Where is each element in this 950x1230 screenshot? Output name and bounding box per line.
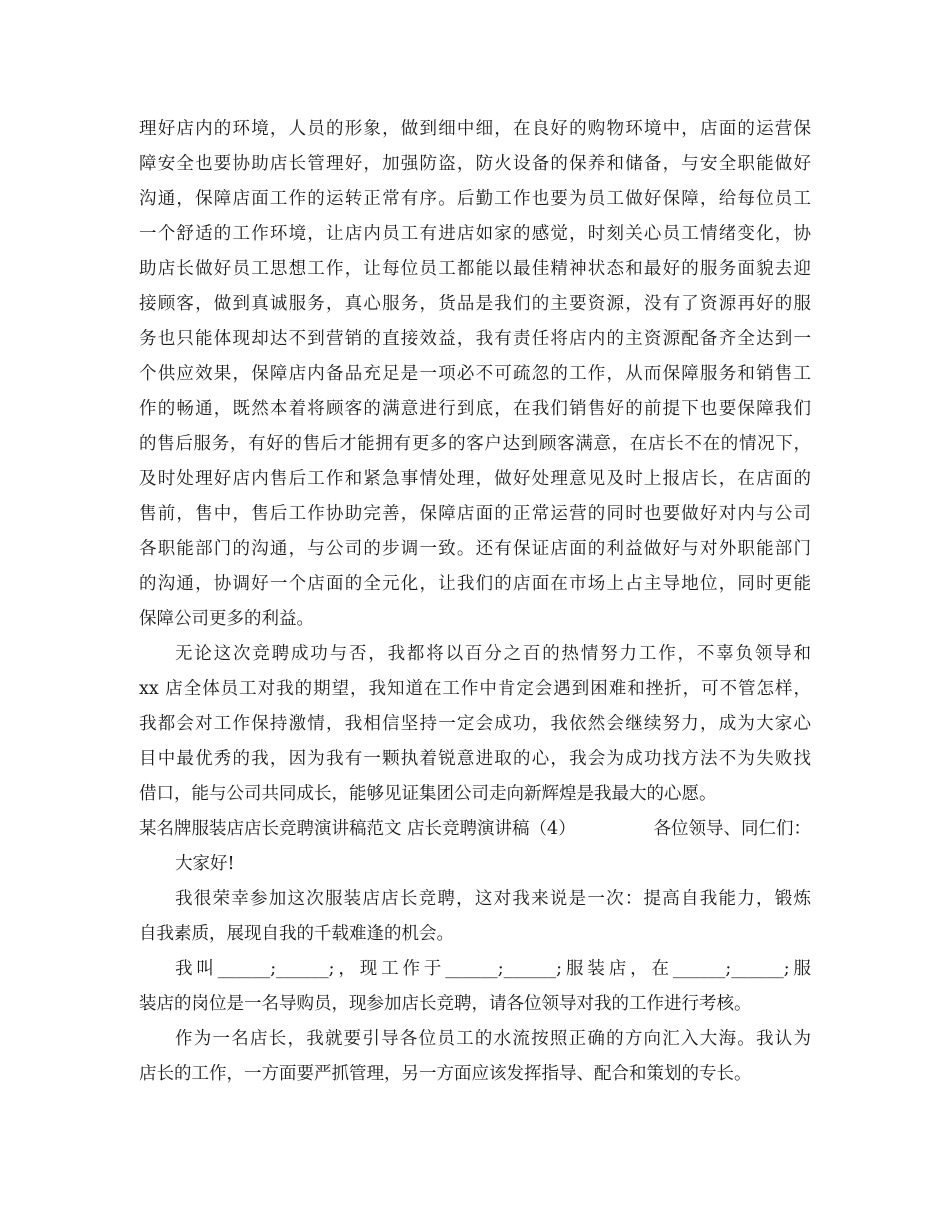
document-page [139,112,811,1092]
text-line: 保障公司更多的利益。 [139,609,314,629]
paragraph-introduction [139,952,811,1022]
paragraph-commitment [139,637,811,812]
text-line: 接顾客，做到真诚服务，真心服务，货品是我们的主要资源，没有了资源再好的服 [139,294,811,314]
text-line: 我都会对工作保持激情，我相信坚持一定会成功，我依然会继续努力，成为大家心 [139,714,811,734]
paragraph-honor [139,882,811,952]
text-line: 作为一名店长，我就要引导各位员工的水流按照正确的方向汇入大海。我认为 [175,1029,811,1049]
text-line: 各职能部门的沟通，与公司的步调一致。还有保证店面的利益做好与对外职能部门 [139,539,811,559]
text-line: xx 店全体员工对我的期望，我知道在工作中肯定会遇到困难和挫折，可不管怎样， [139,679,811,699]
text-line: 的售后服务，有好的售后才能拥有更多的客户达到顾客满意，在店长不在的情况下， [139,434,811,454]
text-line: 售前，售中，售后工作协助完善，保障店面的正常运营的同时也要做好对内与公司 [139,504,811,524]
text-line: 及时处理好店内售后工作和紧急事情处理，做好处理意见及时上报店长，在店面的 [139,469,811,489]
text-line: 理好店内的环境，人员的形象，做到细中细，在良好的购物环境中，店面的运营保 [139,119,811,139]
heading-salutation: 各位领导、同仁们： [653,819,811,839]
text-line: 装店的岗位是一名导购员，现参加店长竞聘，请各位领导对我的工作进行考核。 [139,994,752,1014]
heading-title: 某名牌服装店店长竞聘演讲稿范文 店长竞聘演讲稿（4） [139,819,576,839]
section-heading [139,812,811,847]
text-line: 作的畅通，既然本着将顾客的满意进行到底，在我们销售好的前提下也要保障我们 [139,399,811,419]
text-line: 自我素质，展现自我的千载难逢的机会。 [139,924,454,944]
text-line: 个供应效果，保障店内备品充足是一项必不可疏忽的工作，从而保障服务和销售工 [139,364,811,384]
text-line: 店长的工作，一方面要严抓管理，另一方面应该发挥指导、配合和策划的专长。 [139,1064,752,1084]
text-line: 助店长做好员工思想工作，让每位员工都能以最佳精神状态和最好的服务面貌去迎 [139,259,811,279]
text-line: 一个舒适的工作环境，让店内员工有进店如家的感觉，时刻关心员工情绪变化，协 [139,224,811,244]
greeting: 大家好! [175,854,235,874]
text-line: 无论这次竞聘成功与否，我都将以百分之百的热情努力工作，不辜负领导和 [175,644,811,664]
paragraph-role [139,1022,811,1092]
text-line: 务也只能体现却达不到营销的直接效益，我有责任将店内的主资源配备齐全达到一 [139,329,811,349]
text-line: 沟通，保障店面工作的运转正常有序。后勤工作也要为员工做好保障，给每位员工 [139,189,811,209]
text-line: 的沟通，协调好一个店面的全元化，让我们的店面在市场上占主导地位，同时更能 [139,574,811,594]
text-line: 目中最优秀的我，因为我有一颗执着锐意进取的心，我会为成功找方法不为失败找 [139,749,811,769]
text-line: 我很荣幸参加这次服装店店长竞聘，这对我来说是一次：提高自我能力，锻炼 [175,889,811,909]
text-line: 借口，能与公司共同成长，能够见证集团公司走向新辉煌是我最大的心愿。 [139,784,717,804]
text-line: 障安全也要协助店长管理好，加强防盗，防火设备的保养和储备，与安全职能做好 [139,154,811,174]
text-line: 我叫______;______;，现工作于______;______;服装店，在______;______;服 [175,959,811,979]
paragraph-store-management [139,112,811,637]
